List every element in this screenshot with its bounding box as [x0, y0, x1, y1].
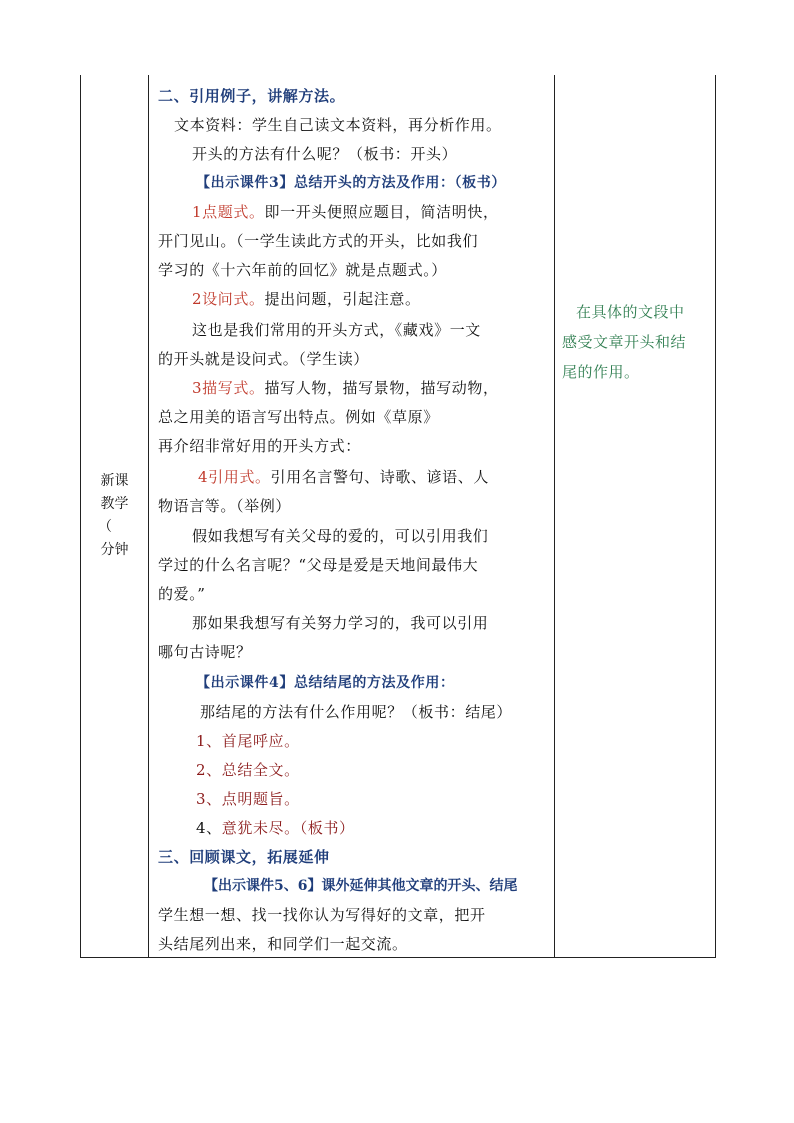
content-line: 的开头就是设问式。（学生读） — [158, 350, 369, 368]
stage-label-line: 教学 — [100, 496, 129, 512]
note-line: 在具体的文段中 — [576, 303, 685, 321]
stage-label-line: 分钟 — [100, 542, 129, 558]
stage-label-line: 新课 — [100, 473, 129, 489]
courseware-heading: 【出示课件3】总结开头的方法及作用：（板书） — [196, 175, 506, 191]
lesson-table — [80, 75, 716, 958]
note-line: 尾的作用。 — [562, 363, 640, 381]
stage-label-line: （ — [98, 519, 112, 535]
content-line: 这也是我们常用的开头方式，《藏戏》一文 — [192, 321, 481, 339]
section-heading: 二、引用例子，讲解方法。 — [158, 87, 346, 105]
content-line: 学习的《十六年前的回忆》就是点题式。） — [158, 261, 447, 279]
ending-method: 3、点明题旨。 — [196, 790, 300, 808]
courseware-heading: 【出示课件4】总结结尾的方法及作用： — [196, 675, 455, 691]
method-label: 2设问式。 — [192, 290, 265, 308]
content-line: 假如我想写有关父母的爱的，可以引用我们 — [192, 527, 489, 545]
content-line: 的爱。” — [158, 585, 206, 603]
section-heading: 三、回顾课文，拓展延伸 — [158, 848, 330, 866]
content-line: 哪句古诗呢？ — [158, 643, 252, 661]
method-label: 1点题式。 — [192, 203, 265, 221]
method-text: 提出问题，引起注意。 — [264, 290, 421, 308]
courseware-heading: 【出示课件5、6】课外延伸其他文章的开头、结尾 — [204, 878, 518, 894]
content-line: 开门见山。（一学生读此方式的开头，比如我们 — [158, 232, 479, 250]
content-line: 再介绍非常好用的开头方式： — [158, 437, 361, 455]
content-line: 学生想一想、找一找你认为写得好的文章，把开 — [158, 906, 486, 924]
content-line — [192, 201, 499, 222]
content-line: 开头的方法有什么呢？（板书：开头） — [192, 145, 458, 163]
method-label: 4引用式。 — [198, 468, 271, 486]
content-line: 学过的什么名言呢？“父母是爱是天地间最伟大 — [158, 556, 479, 574]
stage-label-cell — [81, 75, 148, 957]
method-text: 即一开头便照应题目，简洁明快， — [264, 203, 499, 221]
ending-text: 意犹未尽。（板书） — [221, 819, 355, 837]
content-line — [192, 288, 421, 309]
ending-method — [196, 817, 355, 838]
note-line: 感受文章开头和结 — [562, 333, 687, 351]
content-line: 物语言等。（举例） — [158, 497, 291, 515]
method-text: 描写人物，描写景物，描写动物， — [264, 379, 499, 397]
method-label: 3描写式。 — [192, 379, 265, 397]
ending-number: 4、 — [196, 819, 222, 837]
teaching-content-cell — [148, 75, 554, 957]
design-intent-cell — [554, 75, 715, 957]
method-text: 引用名言警句、诗歌、谚语、人 — [270, 468, 489, 486]
content-line: 总之用美的语言写出特点。例如《草原》 — [158, 408, 439, 426]
content-line — [192, 377, 499, 398]
ending-method: 2、总结全文。 — [196, 761, 300, 779]
content-line — [198, 466, 489, 487]
content-line: 那结尾的方法有什么作用呢？（板书：结尾） — [200, 703, 513, 721]
ending-method: 1、首尾呼应。 — [196, 732, 300, 750]
content-line: 那如果我想写有关努力学习的，我可以引用 — [192, 614, 489, 632]
content-line: 文本资料：学生自己读文本资料，再分析作用。 — [174, 116, 502, 134]
content-line: 头结尾列出来，和同学们一起交流。 — [158, 935, 408, 953]
